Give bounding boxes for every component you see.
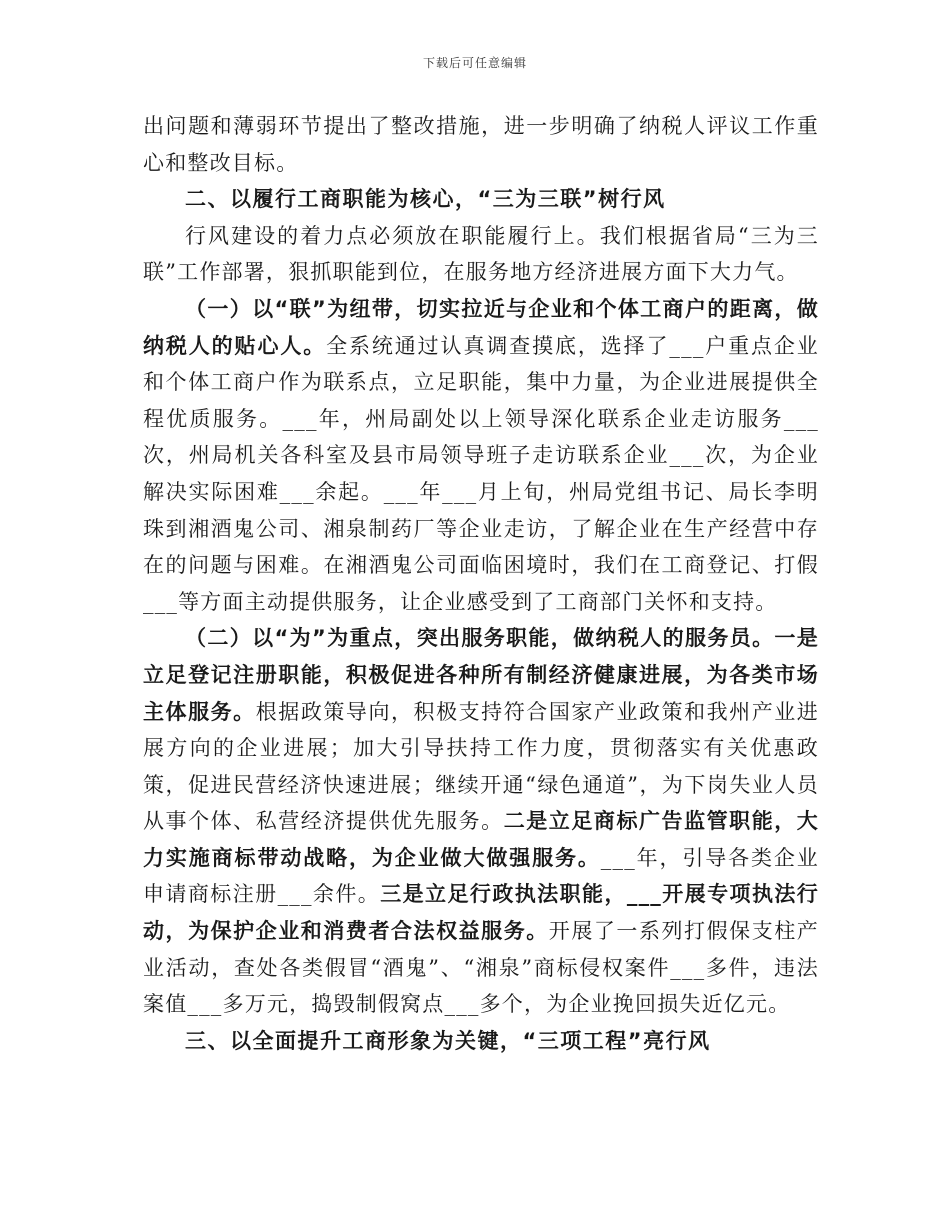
paragraph-4-text-1: 根据政策导向，积极支持符合国家产业政策和我州产业进展方向的企业进展；加大引导扶持工作力度，贯彻落实有关优惠政策，促进民营经济快速进展；继续开通“绿色通道”，为下岗失业人员从事个体、私营经济提供优先服务。	[143, 699, 820, 834]
paragraph-4-text-3: 开展了一系列打假保支柱产业活动，查处各类假冒“酒鬼”、“湘泉”商标侵权案件___多件，违法案值___多万元，捣毁制假窝点___多个，为企业挽回损失近亿元。	[143, 919, 819, 1017]
paragraph-4-text-2: ___年，引导各类企业申请商标注册___余件。	[143, 845, 820, 907]
point-3-heading: 三是立足行政执法职能，___开展专项执法行动，为保护企业和消费者合法权益服务。	[143, 882, 819, 944]
section-heading-2: 二、以履行工商职能为核心，“三为三联”树行风	[185, 187, 666, 212]
subsection-heading-2: （二）以“为”为重点，突出服务职能，做纳税人的服务员。一是立足登记注册职能，积极促进各种所有制经济健康进展，为各类市场主体服务。	[143, 626, 819, 724]
paragraph-2: 行风建设的着力点必须放在职能履行上。我们根据省局“三为三联”工作部署，狠抓职能到位，在服务地方经济进展方面下大力气。	[143, 223, 819, 285]
paragraph-4	[143, 620, 819, 1023]
subsection-heading-1: （一）以“联”为纽带，切实拉近与企业和个体工商户的距离，做纳税人的贴心人。	[143, 296, 819, 358]
section-heading-3: 三、以全面提升工商形象为关键，“三项工程”亮行风	[185, 1028, 711, 1053]
point-2-heading: 二是立足商标广告监管职能，大力实施商标带动战略，为企业做大做强服务。	[143, 809, 819, 870]
document-body	[143, 108, 819, 1059]
paragraph-3	[143, 291, 819, 620]
paragraph-3-text: 全系统通过认真调查摸底，选择了___户重点企业和个体工商户作为联系点，立足职能，集中力量，为企业进展提供全程优质服务。___年，州局副处以上领导深化联系企业走访服务___次，州局机关各科室及县市局领导班子走访联系企业___次，为企业解决实际困难___余起。___年___月上旬，州局党组书记、局长李明珠到湘酒鬼公司、湘泉制药厂等企业走访，了解企业在生产经营中存在的问题与困难。在湘酒鬼公司面临困境时，我们在工商登记、打假___等方面主动提供服务，让企业感受到了工商部门关怀和支持。	[143, 333, 819, 614]
paragraph-1: 出问题和薄弱环节提出了整改措施，进一步明确了纳税人评议工作重心和整改目标。	[143, 114, 819, 175]
page-header: 下载后可任意编辑	[422, 56, 527, 70]
